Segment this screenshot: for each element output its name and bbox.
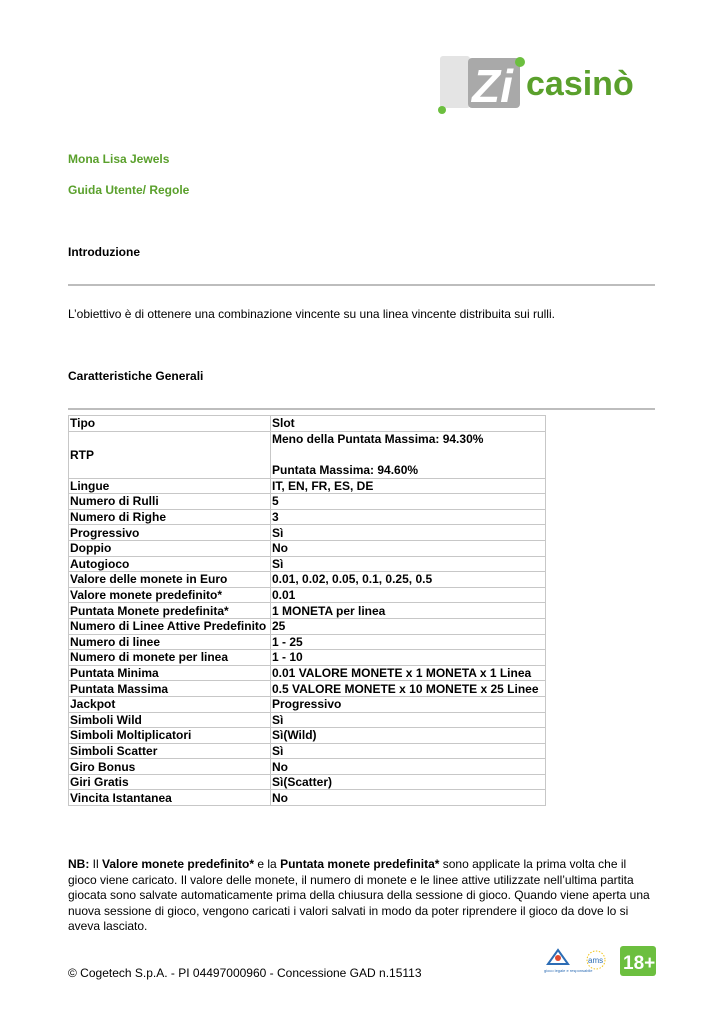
row-label: Giro Bonus [69, 759, 271, 775]
row-label: Doppio [69, 540, 271, 556]
row-label: Jackpot [69, 696, 271, 712]
rtp-line-2: Puntata Massima: 94.60% [272, 462, 419, 477]
table-row [69, 743, 546, 759]
note-paragraph [68, 857, 658, 935]
row-label: Valore delle monete in Euro [69, 572, 271, 588]
row-label: Autogioco [69, 556, 271, 572]
row-label: Simboli Moltiplicatori [69, 728, 271, 744]
row-label: Progressivo [69, 525, 271, 541]
intro-text: L’obiettivo è di ottenere una combinazione vincente su una linea vincente distribuita sui rulli. [68, 307, 555, 321]
row-label: Lingue [69, 478, 271, 494]
row-value: 0.01 [271, 587, 546, 603]
note-text-3: sono applicate la prima volta che il gioco viene caricato. Il valore delle monete, il numero di monete e le linee attive utilizzate nell’ultima partita giocata sono salvate automaticamente prima della chiusura della sessione di gioco. Quando viene aperta una nuova sessione di gioco, vengono caricati i valori salvati in modo da poter riprendere il gioco da dove lo si aveva lasciato. [68, 857, 650, 933]
table-row [69, 525, 546, 541]
row-value: No [271, 790, 546, 806]
gioco-legale-icon [544, 950, 593, 973]
legal-text: gioco legale e responsabile [544, 968, 593, 973]
ams-text: ams [588, 956, 604, 965]
table-row-rtp [69, 431, 546, 478]
row-value: Sì [271, 712, 546, 728]
features-table [68, 415, 546, 806]
table-row [69, 587, 546, 603]
table-row [69, 478, 546, 494]
intro-heading: Introduzione [68, 245, 140, 259]
row-value: IT, EN, FR, ES, DE [271, 478, 546, 494]
rtp-line-1: Meno della Puntata Massima: 94.30% [272, 431, 484, 446]
row-label: Puntata Monete predefinita* [69, 603, 271, 619]
table-row [69, 665, 546, 681]
note-nb: NB: [68, 857, 90, 871]
row-value: No [271, 540, 546, 556]
table-row [69, 603, 546, 619]
logo-letters: Zi [472, 60, 513, 112]
table-row [69, 509, 546, 525]
divider [68, 284, 655, 286]
row-value: 1 - 10 [271, 650, 546, 666]
row-label: Numero di Rulli [69, 494, 271, 510]
features-heading: Caratteristiche Generali [68, 369, 204, 383]
guide-title: Guida Utente/ Regole [68, 183, 190, 197]
rtp-label: RTP [69, 431, 271, 478]
table-row [69, 618, 546, 634]
table-row [69, 572, 546, 588]
row-value: 0.01, 0.02, 0.05, 0.1, 0.25, 0.5 [271, 572, 546, 588]
game-title: Mona Lisa Jewels [68, 152, 170, 166]
row-label: Giri Gratis [69, 774, 271, 790]
note-bold-2: Puntata monete predefinita* [280, 857, 440, 871]
table-row [69, 681, 546, 697]
row-label: Numero di linee [69, 634, 271, 650]
row-value: 0.01 VALORE MONETE x 1 MONETA x 1 Linea [271, 665, 546, 681]
row-label: Tipo [69, 416, 271, 432]
row-label: Numero di Linee Attive Predefinito [69, 618, 271, 634]
row-value: 1 - 25 [271, 634, 546, 650]
note-text-1: Il [89, 857, 102, 871]
row-label: Puntata Minima [69, 665, 271, 681]
note-bold-1: Valore monete predefinito* [102, 857, 255, 871]
age-text: 18+ [623, 953, 656, 974]
row-value: 5 [271, 494, 546, 510]
rtp-value [271, 431, 546, 478]
table-row [69, 416, 546, 432]
ams-logo-icon [587, 951, 605, 969]
row-label: Valore monete predefinito* [69, 587, 271, 603]
row-value: 3 [271, 509, 546, 525]
izi-casino-logo [432, 52, 662, 122]
table-row [69, 540, 546, 556]
row-value: Sì [271, 525, 546, 541]
table-row [69, 634, 546, 650]
table-row [69, 728, 546, 744]
row-label: Puntata Massima [69, 681, 271, 697]
row-label: Simboli Wild [69, 712, 271, 728]
row-value: Progressivo [271, 696, 546, 712]
divider [68, 408, 655, 410]
row-value: Sì [271, 556, 546, 572]
row-value: Sì(Wild) [271, 728, 546, 744]
row-label: Numero di monete per linea [69, 650, 271, 666]
table-row [69, 556, 546, 572]
logo-text: casinò [526, 65, 634, 103]
row-value: No [271, 759, 546, 775]
table-row [69, 759, 546, 775]
table-row [69, 712, 546, 728]
row-value: Sì(Scatter) [271, 774, 546, 790]
row-value: 0.5 VALORE MONETE x 10 MONETE x 25 Linee [271, 681, 546, 697]
footer-badges [540, 944, 658, 980]
row-label: Vincita Istantanea [69, 790, 271, 806]
note-text-2: e la [254, 857, 281, 871]
row-value: Slot [271, 416, 546, 432]
table-row [69, 494, 546, 510]
row-value: Sì [271, 743, 546, 759]
table-row [69, 774, 546, 790]
row-label: Simboli Scatter [69, 743, 271, 759]
table-row [69, 696, 546, 712]
row-value: 25 [271, 618, 546, 634]
row-label: Numero di Righe [69, 509, 271, 525]
table-row [69, 650, 546, 666]
table-row [69, 790, 546, 806]
row-value: 1 MONETA per linea [271, 603, 546, 619]
footer-copyright: © Cogetech S.p.A. - PI 04497000960 - Concessione GAD n.15113 [68, 966, 422, 980]
age-18-plus-icon [620, 946, 656, 976]
